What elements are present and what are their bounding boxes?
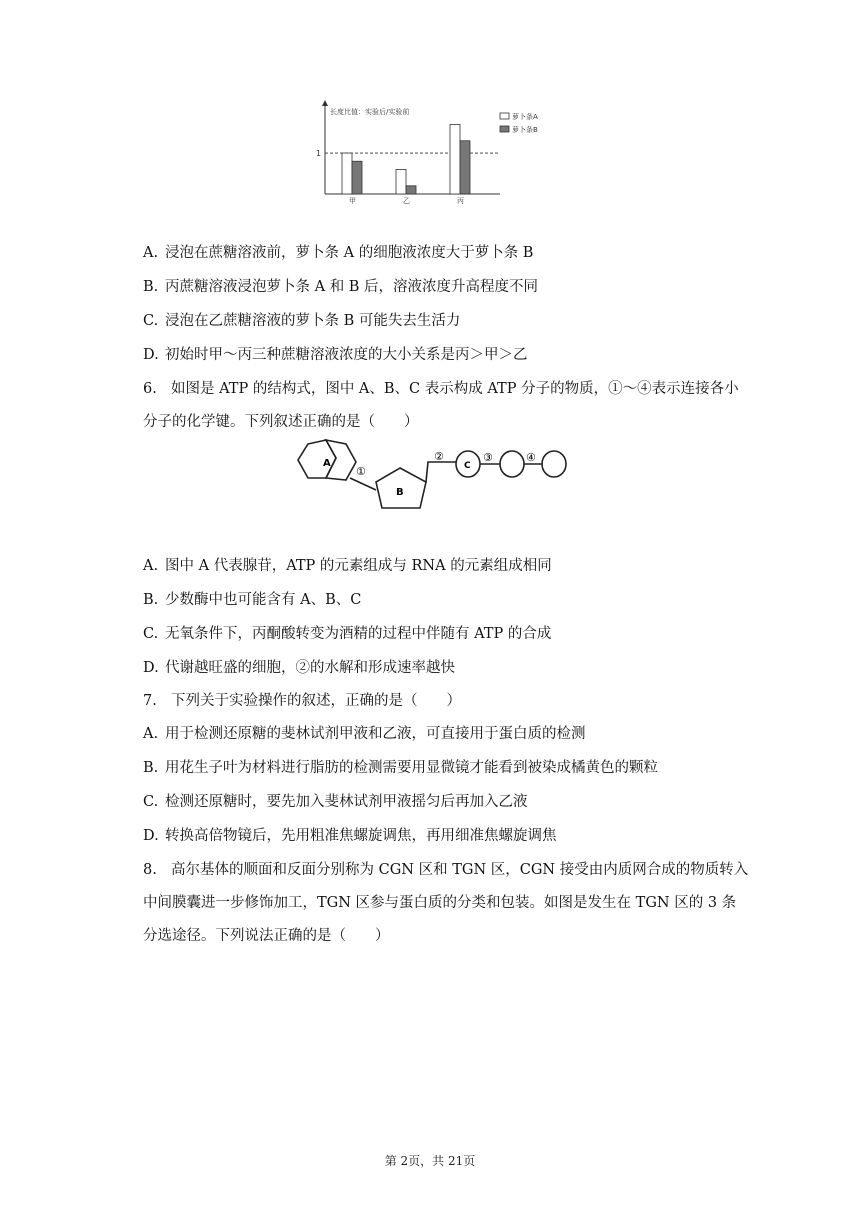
- q8-stem-line3: 分选途径。下列说法正确的是（ ）: [143, 928, 390, 944]
- q6-stem-line2: 分子的化学键。下列叙述正确的是（ ）: [143, 414, 419, 430]
- bond-1: [350, 478, 376, 490]
- category-label-2: 乙: [403, 197, 410, 205]
- q7-option-b: B. 用花生子叶为材料进行脂肪的检测需要用显微镜才能看到被染成橘黄色的颗粒: [143, 760, 658, 776]
- q6-stem-line1: 6. 如图是 ATP 的结构式，图中 A、B、C 表示构成 ATP 分子的物质，①～④表示连接各小: [143, 381, 739, 397]
- q7-option-a: A. 用于检测还原糖的斐林试剂甲液和乙液，可直接用于蛋白质的检测: [143, 726, 586, 742]
- legend-label-b: 萝卜条B: [512, 126, 538, 134]
- q6-option-a: A. 图中 A 代表腺苷，ATP 的元素组成与 RNA 的元素组成相同: [143, 558, 552, 574]
- label-c: C: [464, 461, 471, 471]
- q7-option-c: C. 检测还原糖时，要先加入斐林试剂甲液摇匀后再加入乙液: [143, 794, 528, 810]
- q6-option-c: C. 无氧条件下，丙酮酸转变为酒精的过程中伴随有 ATP 的合成: [143, 626, 552, 642]
- q5-option-c: C. 浸泡在乙蔗糖溶液的萝卜条 B 可能失去生活力: [143, 313, 461, 329]
- label-b: B: [396, 487, 404, 498]
- bar-chart: [300, 98, 570, 208]
- q5-option-b: B. 丙蔗糖溶液浸泡萝卜条 A 和 B 后，溶液浓度升高程度不同: [143, 279, 539, 295]
- legend-swatch-a: [500, 113, 509, 119]
- label-bond3: ③: [483, 451, 493, 464]
- legend-swatch-b: [500, 126, 509, 132]
- q7-stem: 7. 下列关于实验操作的叙述，正确的是（ ）: [143, 693, 461, 709]
- atp-structure-diagram: [290, 436, 580, 518]
- circle-phosphate-2: [500, 451, 524, 477]
- bond-2: [426, 462, 456, 482]
- category-label-3: 丙: [457, 197, 464, 205]
- q7-option-d: D. 转换高倍物镜后，先用粗准焦螺旋调焦，再用细准焦螺旋调焦: [143, 828, 557, 844]
- q5-option-a: A. 浸泡在蔗糖溶液前，萝卜条 A 的细胞液浓度大于萝卜条 B: [143, 245, 534, 261]
- bar-a-2: [396, 169, 406, 194]
- bar-a-1: [342, 153, 352, 194]
- circle-phosphate-3: [542, 451, 566, 477]
- q6-option-b: B. 少数酶中也可能含有 A、B、C: [143, 592, 362, 608]
- bar-a-3: [450, 124, 460, 194]
- label-bond2: ②: [434, 450, 444, 463]
- label-a: A: [323, 458, 331, 469]
- q8-stem-line1: 8. 高尔基体的顺面和反面分别称为 CGN 区和 TGN 区，CGN 接受由内质网合成的物质转入: [143, 862, 749, 878]
- label-bond4: ④: [526, 451, 536, 464]
- page-footer: 第 2页，共 21页: [384, 1154, 476, 1168]
- q5-option-d: D. 初始时甲～丙三种蔗糖溶液浓度的大小关系是丙＞甲＞乙: [143, 347, 528, 363]
- bar-b-1: [352, 161, 362, 194]
- q6-option-d: D. 代谢越旺盛的细胞，②的水解和形成速率越快: [143, 660, 455, 676]
- label-bond1: ①: [356, 465, 366, 478]
- bar-b-2: [406, 186, 416, 194]
- reference-label: 1: [316, 149, 322, 159]
- legend-label-a: 萝卜条A: [512, 113, 538, 121]
- bar-b-3: [460, 141, 470, 194]
- category-label-1: 甲: [349, 197, 356, 205]
- q8-stem-line2: 中间膜囊进一步修饰加工，TGN 区参与蛋白质的分类和包装。如图是发生在 TGN 区的 3 条: [143, 895, 737, 911]
- y-axis-arrow: [322, 100, 328, 106]
- y-axis-label: 长度比值：实验后/实验前: [330, 108, 410, 116]
